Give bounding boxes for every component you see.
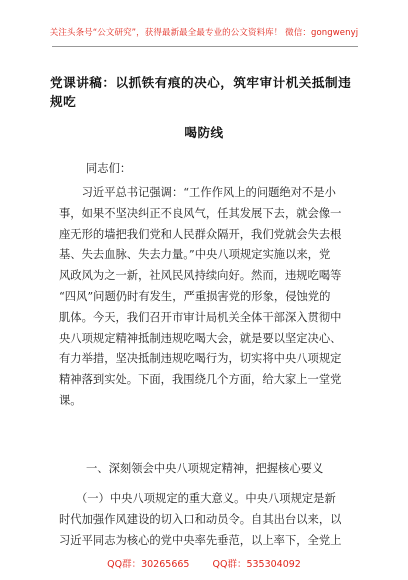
paragraph-1-line: 肌体。今天，我们召开市审计局机关全体干部深入贯彻中 bbox=[59, 310, 342, 324]
greeting: 同志们： bbox=[86, 162, 132, 175]
paragraph-1-line: 精神落到实处。下面，我围绕几个方面，给大家上一堂党 bbox=[59, 373, 342, 387]
section-heading-1: 一、深刻领会中央八项规定精神，把握核心要义 bbox=[86, 462, 324, 475]
header-divider bbox=[52, 46, 358, 47]
header-watermark-note: 关注头条号“公文研究”，获得最新最全最专业的公文资料库！ 微信：gongwenyj bbox=[49, 28, 359, 38]
footer-qq-group-2: QQ群：535304092 bbox=[212, 559, 301, 570]
document-title-line1: 党课讲稿：以抓铁有痕的决心，筑牢审计机关抵制违规吃 bbox=[50, 75, 352, 109]
paragraph-1-line: 课。 bbox=[59, 393, 82, 407]
body-paragraph-1 bbox=[59, 183, 355, 412]
paragraph-1-line: 事，如果不坚决纠正不良风气，任其发展下去，就会像一 bbox=[59, 206, 342, 220]
paragraph-1-line: 基、失去血脉、失去力量。”中央八项规定实施以来，党 bbox=[59, 248, 331, 262]
footer-contact bbox=[0, 556, 408, 570]
paragraph-2-line: （一）中央八项规定的重大意义。中央八项规定是新 bbox=[59, 492, 336, 505]
paragraph-1-line: 风政风为之一新，社风民风持续向好。然而，违规吃喝等 bbox=[59, 269, 342, 283]
paragraph-1-line: 座无形的墙把我们党和人民群众隔开，我们党就会失去根 bbox=[59, 227, 342, 241]
paragraph-2-line: 时代加强作风建设的切入口和动员令。自其出台以来，以 bbox=[59, 512, 342, 526]
document-title-line2: 喝防线 bbox=[184, 125, 224, 140]
paragraph-2-line: 习近平同志为核心的党中央率先垂范，以上率下，全党上 bbox=[59, 533, 342, 547]
paragraph-1-line: 有力举措，坚决抵制违规吃喝行为，切实将中央八项规定 bbox=[59, 352, 342, 366]
paragraph-1-line: “四风”问题仍时有发生，严重损害党的形象，侵蚀党的 bbox=[59, 289, 331, 303]
paragraph-1-line: 央八项规定精神抵制违规吃喝大会，就是要以坚定决心、 bbox=[59, 331, 342, 345]
body-paragraph-2 bbox=[59, 489, 355, 551]
paragraph-1-line: 习近平总书记强调：“工作作风上的问题绝对不是小 bbox=[59, 186, 336, 199]
footer-qq-group-1: QQ群：30265665 bbox=[107, 559, 190, 570]
